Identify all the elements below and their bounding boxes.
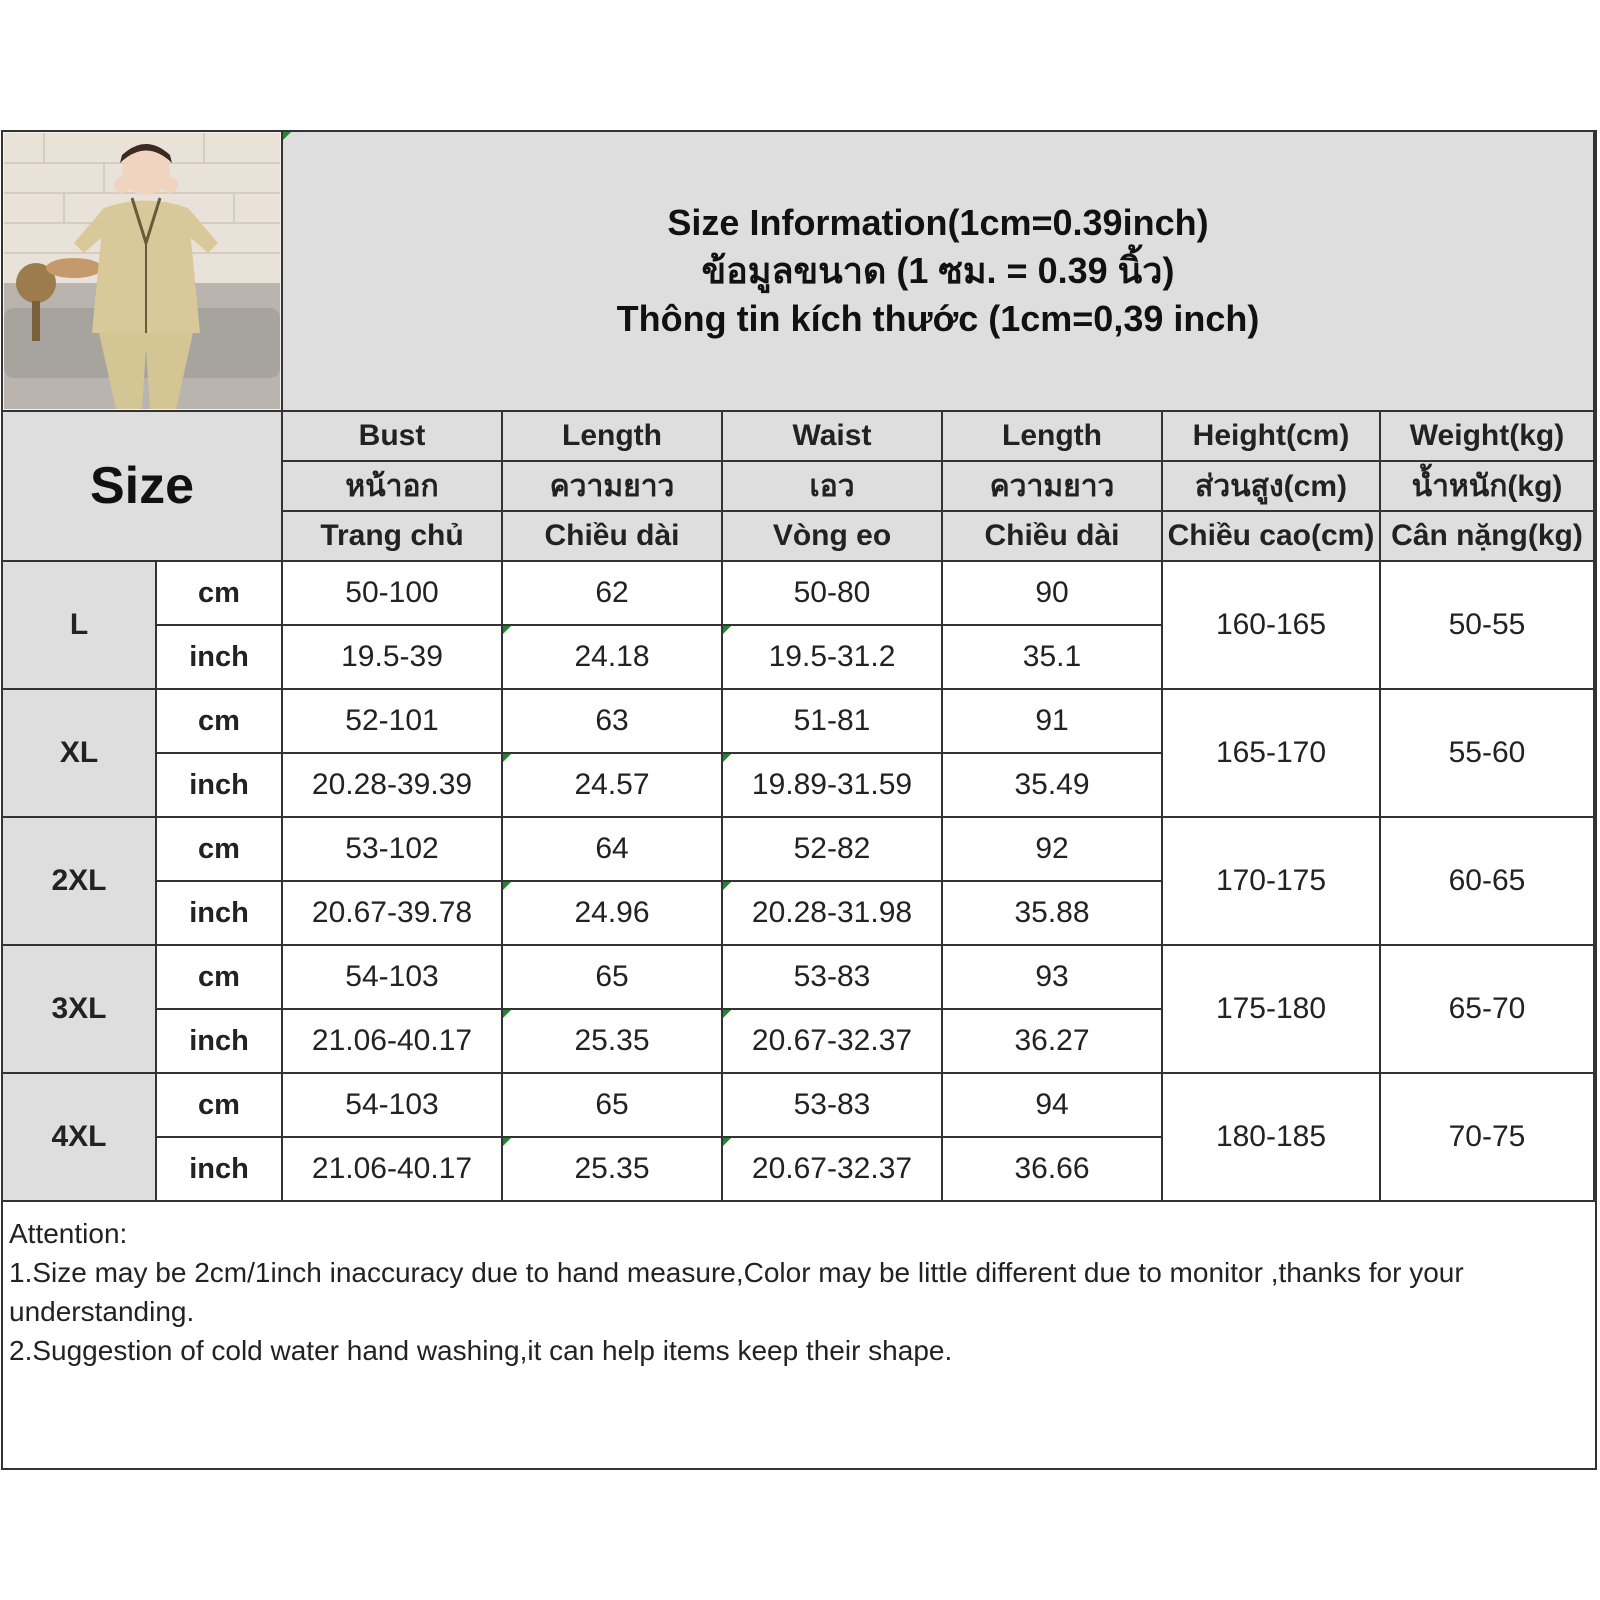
size-label: 3XL — [3, 946, 157, 1074]
column-header-en: Bust — [283, 412, 503, 462]
cm-value: 90 — [943, 562, 1163, 626]
weight-value: 55-60 — [1381, 690, 1595, 818]
column-header-en: Length — [503, 412, 723, 462]
cm-value: 53-83 — [723, 1074, 943, 1138]
cm-value: 91 — [943, 690, 1163, 754]
corner-mark — [723, 626, 731, 634]
unit-label-inch: inch — [157, 1138, 283, 1202]
column-header-th: ความยาว — [943, 462, 1163, 512]
cm-value: 52-101 — [283, 690, 503, 754]
unit-label-inch: inch — [157, 882, 283, 946]
inch-value: 19.89-31.59 — [723, 754, 943, 818]
column-header-th: เอว — [723, 462, 943, 512]
size-label: 4XL — [3, 1074, 157, 1202]
unit-label-cm: cm — [157, 818, 283, 882]
size-chart — [1, 130, 1597, 1470]
column-header-th: หน้าอก — [283, 462, 503, 512]
corner-mark — [723, 882, 731, 890]
inch-value: 21.06-40.17 — [283, 1138, 503, 1202]
corner-mark — [503, 754, 511, 762]
cm-value: 50-80 — [723, 562, 943, 626]
weight-value: 60-65 — [1381, 818, 1595, 946]
cm-value: 51-81 — [723, 690, 943, 754]
column-header-en: Length — [943, 412, 1163, 462]
unit-label-cm: cm — [157, 946, 283, 1010]
size-label: XL — [3, 690, 157, 818]
title-block — [283, 132, 1595, 412]
inch-value: 19.5-39 — [283, 626, 503, 690]
cm-value: 65 — [503, 1074, 723, 1138]
column-header-th: น้ำหนัก(kg) — [1381, 462, 1595, 512]
column-header-th: ส่วนสูง(cm) — [1163, 462, 1381, 512]
corner-mark — [283, 132, 291, 140]
inch-value: 21.06-40.17 — [283, 1010, 503, 1074]
inch-value: 24.18 — [503, 626, 723, 690]
corner-mark — [503, 1010, 511, 1018]
inch-value: 36.66 — [943, 1138, 1163, 1202]
inch-value: 24.57 — [503, 754, 723, 818]
corner-mark — [723, 754, 731, 762]
unit-label-cm: cm — [157, 562, 283, 626]
column-header-en: Weight(kg) — [1381, 412, 1595, 462]
title-thai: ข้อมูลขนาด (1 ซม. = 0.39 นิ้ว) — [701, 250, 1175, 291]
column-header-vi: Chiều cao(cm) — [1163, 512, 1381, 562]
inch-value: 20.28-31.98 — [723, 882, 943, 946]
cm-value: 63 — [503, 690, 723, 754]
weight-value: 70-75 — [1381, 1074, 1595, 1202]
cm-value: 92 — [943, 818, 1163, 882]
model-photo — [3, 132, 283, 412]
cm-value: 50-100 — [283, 562, 503, 626]
column-header-vi: Trang chủ — [283, 512, 503, 562]
cm-value: 62 — [503, 562, 723, 626]
corner-mark — [503, 882, 511, 890]
inch-value: 35.88 — [943, 882, 1163, 946]
cm-value: 54-103 — [283, 1074, 503, 1138]
attention-note — [3, 1208, 1595, 1468]
corner-mark — [723, 1138, 731, 1146]
unit-label-cm: cm — [157, 1074, 283, 1138]
column-header-vi: Vòng eo — [723, 512, 943, 562]
corner-mark — [503, 626, 511, 634]
inch-value: 36.27 — [943, 1010, 1163, 1074]
cm-value: 52-82 — [723, 818, 943, 882]
height-value: 175-180 — [1163, 946, 1381, 1074]
height-value: 165-170 — [1163, 690, 1381, 818]
weight-value: 50-55 — [1381, 562, 1595, 690]
unit-label-inch: inch — [157, 754, 283, 818]
size-header: Size — [3, 412, 283, 562]
model-photo-icon — [4, 133, 280, 409]
column-header-en: Height(cm) — [1163, 412, 1381, 462]
cm-value: 53-83 — [723, 946, 943, 1010]
height-value: 180-185 — [1163, 1074, 1381, 1202]
title-english: Size Information(1cm=0.39inch) — [667, 202, 1209, 243]
inch-value: 20.67-39.78 — [283, 882, 503, 946]
height-value: 170-175 — [1163, 818, 1381, 946]
cm-value: 65 — [503, 946, 723, 1010]
inch-value: 20.67-32.37 — [723, 1138, 943, 1202]
inch-value: 19.5-31.2 — [723, 626, 943, 690]
cm-value: 54-103 — [283, 946, 503, 1010]
column-header-th: ความยาว — [503, 462, 723, 512]
cm-value: 64 — [503, 818, 723, 882]
inch-value: 20.28-39.39 — [283, 754, 503, 818]
height-value: 160-165 — [1163, 562, 1381, 690]
unit-label-cm: cm — [157, 690, 283, 754]
size-label: L — [3, 562, 157, 690]
cm-value: 93 — [943, 946, 1163, 1010]
unit-label-inch: inch — [157, 626, 283, 690]
cm-value: 94 — [943, 1074, 1163, 1138]
corner-mark — [723, 1010, 731, 1018]
cm-value: 53-102 — [283, 818, 503, 882]
attention-heading: Attention: — [9, 1218, 128, 1249]
column-header-vi: Chiều dài — [943, 512, 1163, 562]
inch-value: 24.96 — [503, 882, 723, 946]
attention-note-1: 1.Size may be 2cm/1inch inaccuracy due to hand measure,Color may be little different due to monitor ,thanks for your understanding. — [9, 1257, 1464, 1327]
corner-mark — [503, 1138, 511, 1146]
title-vietnamese: Thông tin kích thước (1cm=0,39 inch) — [616, 298, 1260, 339]
attention-note-2: 2.Suggestion of cold water hand washing,it can help items keep their shape. — [9, 1335, 953, 1366]
column-header-vi: Chiều dài — [503, 512, 723, 562]
inch-value: 25.35 — [503, 1010, 723, 1074]
inch-value: 20.67-32.37 — [723, 1010, 943, 1074]
inch-value: 35.49 — [943, 754, 1163, 818]
column-header-en: Waist — [723, 412, 943, 462]
inch-value: 35.1 — [943, 626, 1163, 690]
unit-label-inch: inch — [157, 1010, 283, 1074]
weight-value: 65-70 — [1381, 946, 1595, 1074]
size-label: 2XL — [3, 818, 157, 946]
column-header-vi: Cân nặng(kg) — [1381, 512, 1595, 562]
inch-value: 25.35 — [503, 1138, 723, 1202]
